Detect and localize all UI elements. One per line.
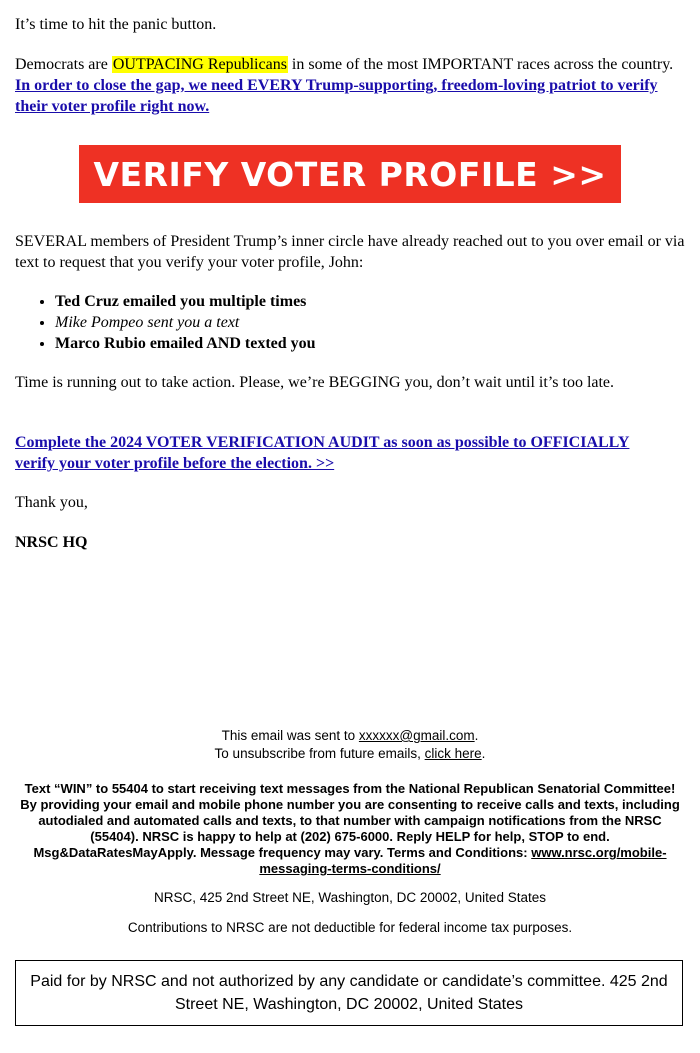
highlighted-text: OUTPACING Republicans xyxy=(112,56,287,73)
tax-disclaimer: Contributions to NRSC are not deductible for federal income tax purposes. xyxy=(127,920,573,935)
verify-profile-link[interactable]: In order to close the gap, we need EVERY Trump-supporting, freedom-loving patriot to verify their voter profile right now. xyxy=(15,77,658,115)
sms-legal-text xyxy=(15,781,685,877)
urgency-paragraph: Time is running out to take action. Please, we’re BEGGING you, don’t wait until it’s too late. xyxy=(15,374,615,391)
para2-prefix: Democrats are xyxy=(15,56,112,73)
list-item: • Ted Cruz emailed you multiple times xyxy=(55,291,316,312)
sent-to-line xyxy=(15,727,685,745)
email-footer xyxy=(15,727,685,935)
closing-line: Thank you, xyxy=(15,494,88,511)
para2-middle: in some of the most IMPORTANT races across the country. xyxy=(287,56,674,73)
sms-legal-body: Text “WIN” to 55404 to start receiving text messages from the National Republican Senatorial Committee! By providing your email and mobile phone number you are consenting to receive calls and texts, including autodialed and automated calls and texts, to that number with campaign notifications from the NRSC (55404). NRSC is happy to help at (202) 675-6000. Reply HELP for help, STOP to end. Msg&DataRatesMayApply. Message frequency may vary. Terms and Conditions: xyxy=(20,781,680,860)
members-list xyxy=(15,291,316,354)
inner-circle-paragraph: SEVERAL members of President Trump’s inner circle have already reached out to you over email or via text to request that you verify your voter profile, John: xyxy=(15,233,685,271)
audit-paragraph xyxy=(15,432,635,474)
outpacing-paragraph xyxy=(15,54,675,117)
list-item: • Mike Pompeo sent you a text xyxy=(55,312,316,333)
list-item: • Marco Rubio emailed AND texted you xyxy=(55,333,316,354)
postal-address: NRSC, 425 2nd Street NE, Washington, DC 20002, United States xyxy=(154,890,546,905)
paid-for-disclaimer: Paid for by NRSC and not authorized by any candidate or candidate’s committee. 425 2nd Street NE, Washington, DC 20002, United States xyxy=(15,960,683,1026)
signature: NRSC HQ xyxy=(15,534,88,551)
sent-to-suffix: . xyxy=(474,728,479,743)
verify-voter-profile-button[interactable]: VERIFY VOTER PROFILE >> xyxy=(79,145,621,203)
unsubscribe-label: To unsubscribe from future emails, xyxy=(214,746,425,761)
opening-line: It’s time to hit the panic button. xyxy=(15,16,217,33)
voter-verification-audit-link[interactable]: Complete the 2024 VOTER VERIFICATION AUDIT as soon as possible to OFFICIALLY verify your voter profile before the election. >> xyxy=(15,434,630,472)
unsubscribe-link[interactable]: click here xyxy=(424,746,482,761)
unsubscribe-line xyxy=(15,745,685,763)
sent-to-label: This email was sent to xyxy=(221,728,359,743)
terms-conditions-link[interactable]: www.nrsc.org/mobile-messaging-terms-conditions/ xyxy=(259,845,667,876)
recipient-email-link[interactable]: xxxxxx@gmail.com xyxy=(358,728,475,743)
unsubscribe-suffix: . xyxy=(481,746,486,761)
